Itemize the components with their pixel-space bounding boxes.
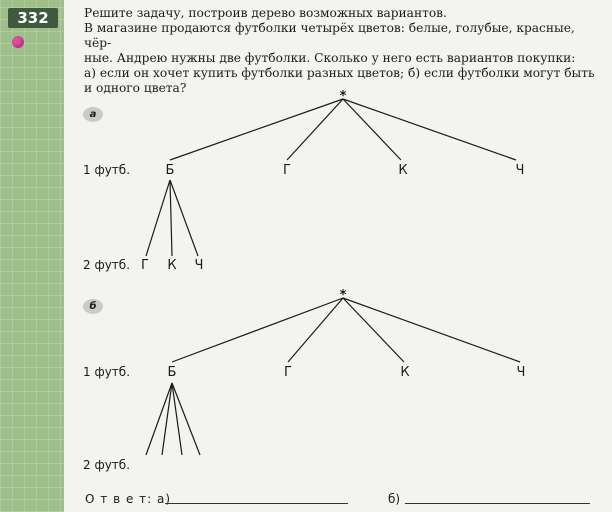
tree-b-sub-edge-1 [146, 383, 172, 455]
part-b-label: б [83, 299, 103, 314]
tree-b-node-k: К [400, 365, 410, 380]
tree-b-node-b: Б [167, 365, 177, 380]
tree-b-root: * [339, 288, 347, 303]
answer-label-b: б) [388, 492, 401, 506]
tree-a-sub-edge-g [146, 180, 170, 256]
tree-b-sub-edge-3 [172, 383, 182, 455]
tree-a-sub-edge-k [170, 180, 172, 256]
tree-a-node-b: Б [165, 163, 175, 178]
tree-b-edge-ch [343, 298, 520, 362]
task-line-4: а) если он хочет купить футболки разных цветов; б) если футболки могут быть [84, 66, 595, 80]
answer-label-a: О т в е т: а) [85, 492, 172, 506]
tree-a-node-g: Г [283, 163, 291, 178]
tree-a-sub-node-k: К [167, 258, 177, 273]
part-a-label: а [83, 107, 103, 122]
tree-a-node-k: К [398, 163, 408, 178]
tree-a-edge-g [287, 99, 343, 160]
tree-b-sub-edge-4 [172, 383, 200, 455]
tree-b-edge-b [172, 298, 343, 362]
tree-b-edge-g [288, 298, 343, 362]
task-number-badge: 332 [8, 8, 58, 28]
tree-b-node-g: Г [284, 365, 292, 380]
tree-b-edge-k [343, 298, 404, 362]
tree-a-node-ch: Ч [515, 163, 525, 178]
tree-b-node-ch: Ч [516, 365, 526, 380]
tree-a-root: * [339, 89, 347, 104]
tree-a-level1-label: 1 футб. [83, 163, 131, 177]
tree-a-sub-edge-ch [170, 180, 198, 256]
answer-field-a[interactable] [165, 503, 348, 504]
tree-a-level2-label: 2 футб. [83, 258, 131, 272]
tree-a-edge-k [343, 99, 401, 160]
task-line-2: В магазине продаются футболки четырёх цветов: белые, голубые, красные, чёр- [84, 21, 575, 50]
task-line-5: и одного цвета? [84, 81, 187, 95]
tree-b-level1-label: 1 футб. [83, 365, 131, 379]
task-line-1: Решите задачу, построив дерево возможных вариантов. [84, 6, 447, 20]
tree-a-sub-node-g: Г [141, 258, 149, 273]
tree-a-sub-node-ch: Ч [194, 258, 204, 273]
tree-b-sub-edge-2 [162, 383, 172, 455]
tree-a-edge-ch [343, 99, 516, 160]
tree-a-edge-b [170, 99, 343, 160]
answer-field-b[interactable] [405, 503, 590, 504]
task-line-3: ные. Андрею нужны две футболки. Сколько у него есть вариантов покупки: [84, 51, 576, 65]
tree-b-level2-label: 2 футб. [83, 458, 131, 472]
